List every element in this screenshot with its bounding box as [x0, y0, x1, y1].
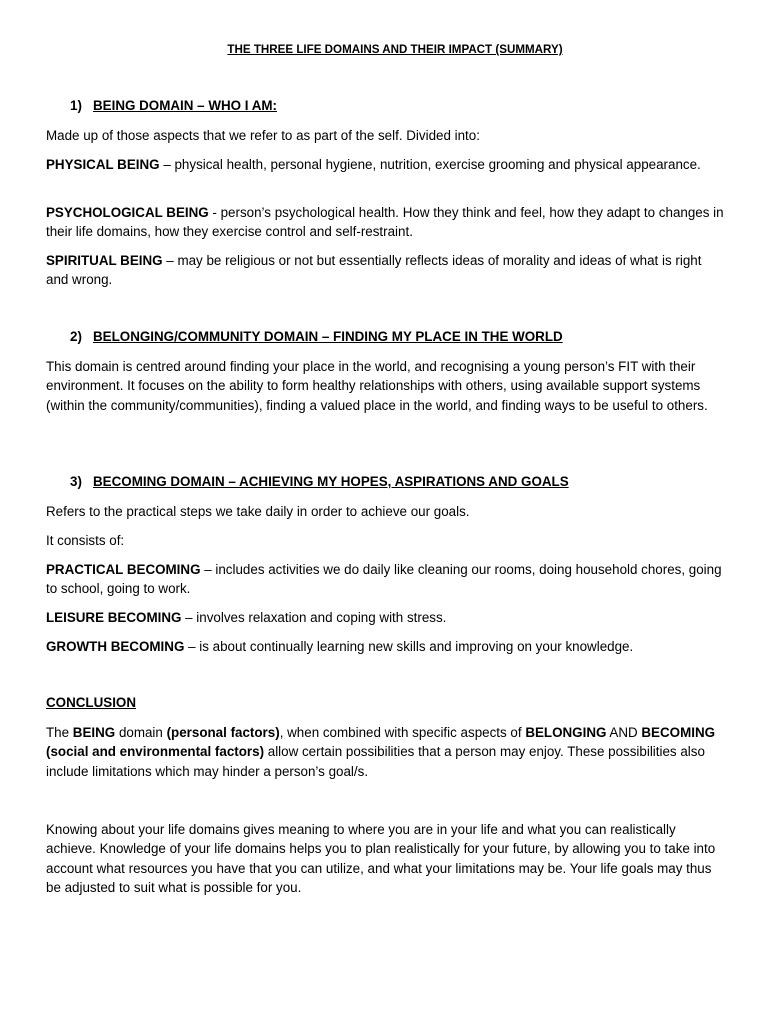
section2-number: 2) — [70, 329, 82, 344]
section2-heading-text: BELONGING/COMMUNITY DOMAIN – FINDING MY PLACE IN THE WORLD — [93, 329, 563, 344]
section3-consists: It consists of: — [46, 533, 125, 548]
psychological-being-term: PSYCHOLOGICAL BEING — [46, 205, 209, 220]
conclusion-text: domain — [115, 725, 167, 740]
conclusion-text: The — [46, 725, 73, 740]
belonging-keyword: BELONGING — [525, 725, 607, 740]
practical-becoming-term: PRACTICAL BECOMING — [46, 562, 201, 577]
conclusion-paragraph-2: Knowing about your life domains gives meaning to where you are in your life and what you can realistically achieve. Knowledge of your life domains helps you to plan realistically for your future, by allowing you to take into account what resources you have that you can utilize, and what your limitations may be. Your life goals may thus be adjusted to suit what is possible for you. — [46, 822, 716, 896]
conclusion-paragraph-1 — [46, 723, 726, 781]
conclusion-text: AND — [606, 725, 642, 740]
leisure-becoming-paragraph — [46, 608, 726, 627]
conclusion-text: allow certain possibilities that a person may enjoy. These possibilities also include limitations which may hinder a person’s goal/s. — [46, 744, 705, 779]
conclusion-text: , when combined with specific aspects of — [279, 725, 526, 740]
psychological-being-text: - person’s psychological health. How they think and feel, how they adapt to changes in their life domains, how they exercise control and self-restraint. — [46, 205, 724, 240]
section1-intro: Made up of those aspects that we refer to as part of the self. Divided into: — [46, 128, 480, 143]
becoming-keyword: BECOMING (social and environmental factors) — [46, 725, 716, 760]
leisure-becoming-term: LEISURE BECOMING — [46, 610, 182, 625]
practical-becoming-paragraph — [46, 560, 726, 599]
physical-being-paragraph — [46, 155, 726, 174]
leisure-becoming-text: – involves relaxation and coping with stress. — [181, 610, 447, 625]
practical-becoming-text: – includes activities we do daily like cleaning our rooms, doing household chores, going to school, going to work. — [46, 562, 722, 597]
growth-becoming-paragraph — [46, 637, 726, 656]
spiritual-being-term: SPIRITUAL BEING — [46, 253, 163, 268]
section3-heading — [70, 474, 569, 489]
section1-heading-text: BEING DOMAIN – WHO I AM: — [93, 98, 277, 113]
being-keyword: BEING — [72, 725, 116, 740]
section1-number: 1) — [70, 98, 82, 113]
conclusion-heading: CONCLUSION — [46, 695, 137, 710]
section3-intro: Refers to the practical steps we take daily in order to achieve our goals. — [46, 504, 470, 519]
section3-number: 3) — [70, 474, 82, 489]
spiritual-being-paragraph — [46, 251, 726, 290]
document-title: THE THREE LIFE DOMAINS AND THEIR IMPACT (SUMMARY) — [227, 43, 563, 56]
growth-becoming-text: – is about continually learning new skills and improving on your knowledge. — [184, 639, 634, 654]
section2-heading — [70, 329, 563, 344]
psychological-being-paragraph — [46, 203, 726, 242]
section2-body: This domain is centred around finding your place in the world, and recognising a young person’s FIT with their environment. It focuses on the ability to form healthy relationships with others, using available support systems (within the community/communities), finding a valued place in the world, and finding ways to be useful to others. — [46, 359, 708, 413]
growth-becoming-term: GROWTH BECOMING — [46, 639, 185, 654]
section1-heading — [70, 98, 277, 113]
personal-factors-keyword: (personal factors) — [166, 725, 280, 740]
spiritual-being-text: – may be religious or not but essentially reflects ideas of morality and ideas of what is right and wrong. — [46, 253, 702, 288]
section3-heading-text: BECOMING DOMAIN – ACHIEVING MY HOPES, ASPIRATIONS AND GOALS — [93, 474, 569, 489]
physical-being-term: PHYSICAL BEING — [46, 157, 160, 172]
physical-being-text: – physical health, personal hygiene, nutrition, exercise grooming and physical appearance. — [159, 157, 701, 172]
